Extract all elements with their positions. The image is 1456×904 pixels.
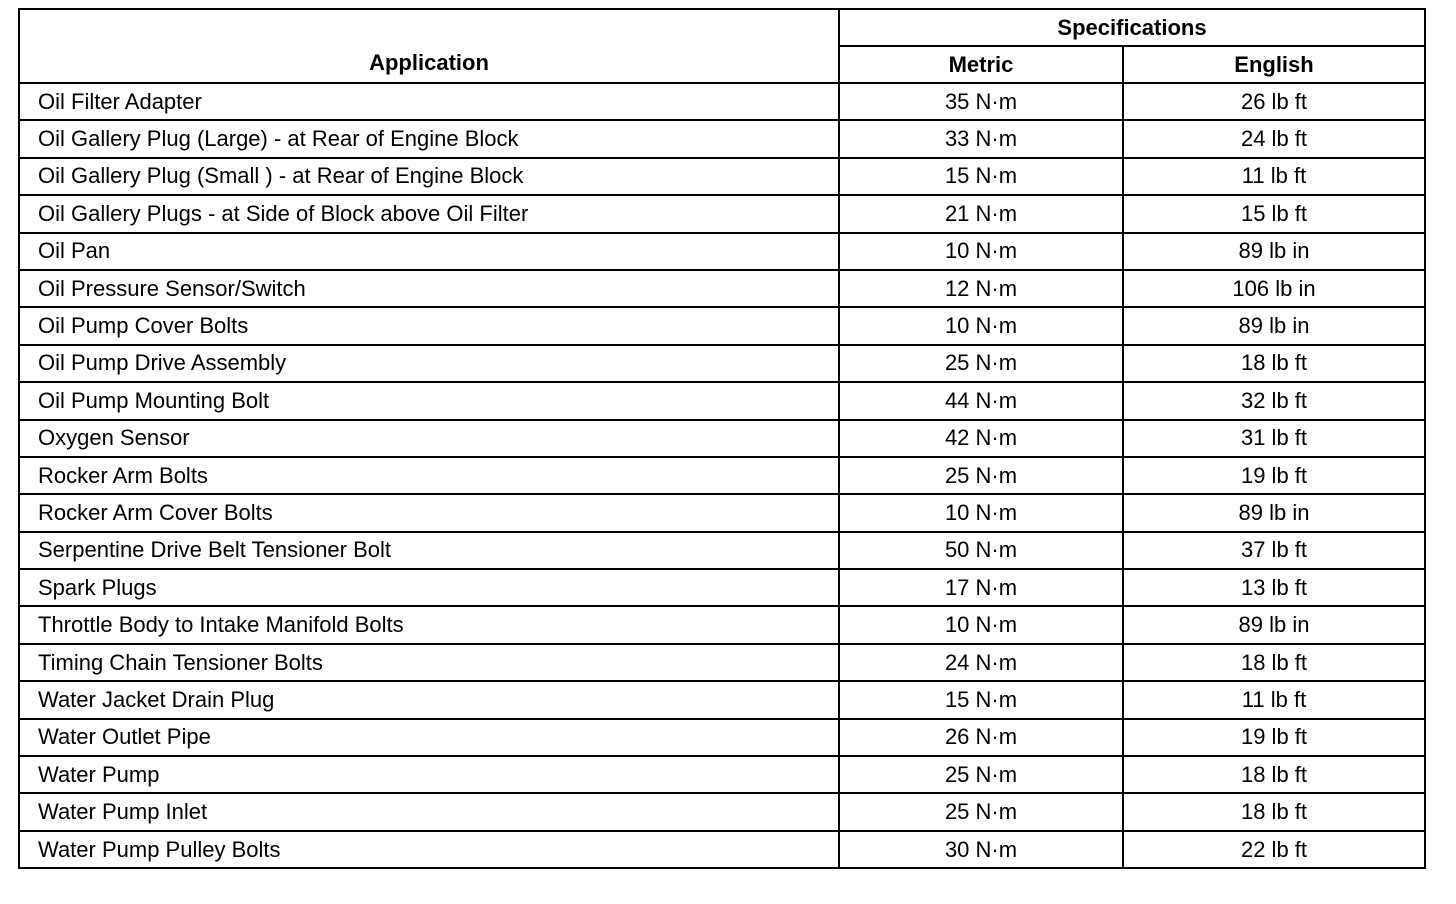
metric-value-cell: 10 N·m [839, 494, 1123, 531]
application-cell: Oil Filter Adapter [19, 83, 839, 120]
english-value-cell: 15 lb ft [1123, 195, 1425, 232]
table-row [19, 270, 1425, 307]
application-cell: Oil Pump Mounting Bolt [19, 382, 839, 419]
header-row-top [19, 9, 1425, 46]
table-header [19, 9, 1425, 83]
table-row [19, 307, 1425, 344]
english-value-cell: 32 lb ft [1123, 382, 1425, 419]
metric-value-cell: 25 N·m [839, 345, 1123, 382]
english-value-cell: 89 lb in [1123, 494, 1425, 531]
metric-value-cell: 50 N·m [839, 532, 1123, 569]
application-cell: Rocker Arm Cover Bolts [19, 494, 839, 531]
application-cell: Throttle Body to Intake Manifold Bolts [19, 606, 839, 643]
metric-value-cell: 35 N·m [839, 83, 1123, 120]
table-row [19, 681, 1425, 718]
english-value-cell: 89 lb in [1123, 307, 1425, 344]
english-value-cell: 37 lb ft [1123, 532, 1425, 569]
metric-column-header: Metric [839, 46, 1123, 83]
metric-value-cell: 15 N·m [839, 681, 1123, 718]
table-row [19, 195, 1425, 232]
english-value-cell: 18 lb ft [1123, 793, 1425, 830]
english-value-cell: 24 lb ft [1123, 120, 1425, 157]
table-row [19, 831, 1425, 868]
application-cell: Water Pump [19, 756, 839, 793]
metric-value-cell: 21 N·m [839, 195, 1123, 232]
application-cell: Water Pump Inlet [19, 793, 839, 830]
english-column-header: English [1123, 46, 1425, 83]
table-row [19, 606, 1425, 643]
table-row [19, 569, 1425, 606]
application-cell: Oil Pump Drive Assembly [19, 345, 839, 382]
metric-value-cell: 15 N·m [839, 158, 1123, 195]
english-value-cell: 18 lb ft [1123, 644, 1425, 681]
english-value-cell: 89 lb in [1123, 233, 1425, 270]
table-row [19, 382, 1425, 419]
table-row [19, 756, 1425, 793]
english-value-cell: 89 lb in [1123, 606, 1425, 643]
application-cell: Oil Gallery Plug (Small ) - at Rear of Engine Block [19, 158, 839, 195]
application-cell: Rocker Arm Bolts [19, 457, 839, 494]
table-row [19, 793, 1425, 830]
application-cell: Oxygen Sensor [19, 420, 839, 457]
english-value-cell: 19 lb ft [1123, 457, 1425, 494]
application-cell: Water Jacket Drain Plug [19, 681, 839, 718]
english-value-cell: 18 lb ft [1123, 756, 1425, 793]
specifications-column-header: Specifications [839, 9, 1425, 46]
english-value-cell: 11 lb ft [1123, 158, 1425, 195]
metric-value-cell: 42 N·m [839, 420, 1123, 457]
application-cell: Oil Pressure Sensor/Switch [19, 270, 839, 307]
metric-value-cell: 17 N·m [839, 569, 1123, 606]
metric-value-cell: 10 N·m [839, 233, 1123, 270]
table-row [19, 420, 1425, 457]
application-cell: Oil Gallery Plugs - at Side of Block above Oil Filter [19, 195, 839, 232]
metric-value-cell: 44 N·m [839, 382, 1123, 419]
english-value-cell: 18 lb ft [1123, 345, 1425, 382]
table-row [19, 644, 1425, 681]
english-value-cell: 22 lb ft [1123, 831, 1425, 868]
application-cell: Serpentine Drive Belt Tensioner Bolt [19, 532, 839, 569]
english-value-cell: 26 lb ft [1123, 83, 1425, 120]
table-row [19, 532, 1425, 569]
metric-value-cell: 25 N·m [839, 793, 1123, 830]
table-row [19, 120, 1425, 157]
english-value-cell: 19 lb ft [1123, 719, 1425, 756]
application-cell: Timing Chain Tensioner Bolts [19, 644, 839, 681]
application-cell: Oil Gallery Plug (Large) - at Rear of Engine Block [19, 120, 839, 157]
table-row [19, 457, 1425, 494]
table-row [19, 719, 1425, 756]
table-row [19, 158, 1425, 195]
application-cell: Water Pump Pulley Bolts [19, 831, 839, 868]
metric-value-cell: 12 N·m [839, 270, 1123, 307]
table-row [19, 83, 1425, 120]
table-row [19, 345, 1425, 382]
application-cell: Oil Pump Cover Bolts [19, 307, 839, 344]
metric-value-cell: 25 N·m [839, 756, 1123, 793]
metric-value-cell: 33 N·m [839, 120, 1123, 157]
table-body [19, 83, 1425, 868]
metric-value-cell: 10 N·m [839, 606, 1123, 643]
metric-value-cell: 26 N·m [839, 719, 1123, 756]
metric-value-cell: 30 N·m [839, 831, 1123, 868]
application-cell: Water Outlet Pipe [19, 719, 839, 756]
english-value-cell: 106 lb in [1123, 270, 1425, 307]
metric-value-cell: 25 N·m [839, 457, 1123, 494]
torque-spec-table [18, 8, 1426, 869]
application-cell: Oil Pan [19, 233, 839, 270]
table-row [19, 494, 1425, 531]
application-cell: Spark Plugs [19, 569, 839, 606]
application-column-header: Application [19, 9, 839, 83]
metric-value-cell: 24 N·m [839, 644, 1123, 681]
table-row [19, 233, 1425, 270]
english-value-cell: 31 lb ft [1123, 420, 1425, 457]
english-value-cell: 11 lb ft [1123, 681, 1425, 718]
metric-value-cell: 10 N·m [839, 307, 1123, 344]
english-value-cell: 13 lb ft [1123, 569, 1425, 606]
